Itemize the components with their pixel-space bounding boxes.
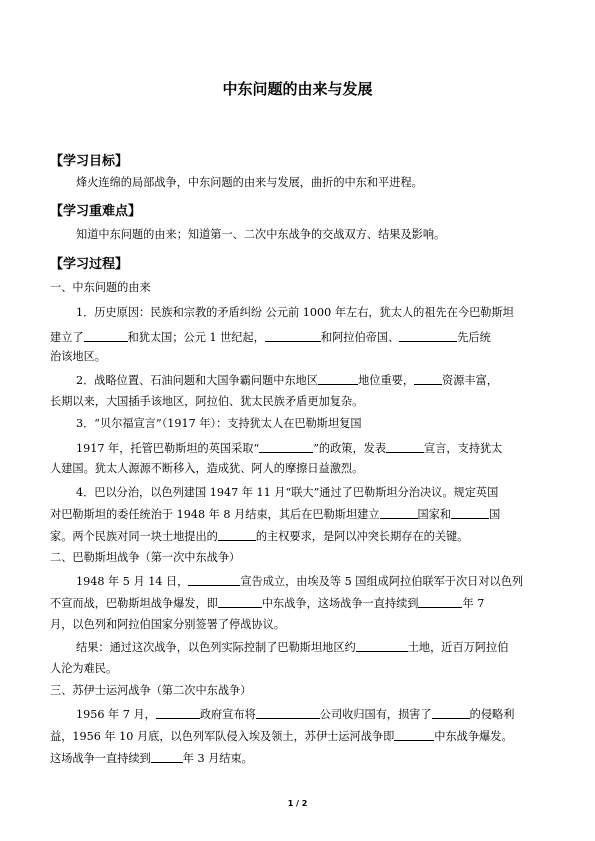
page-title: 中东问题的由来与发展: [222, 80, 373, 98]
s1-item1-line-b: 建立了 和犹太国；公元 1 世纪起， 和阿拉伯帝国、 先后统: [50, 331, 491, 344]
heading-objectives: 【学习目标】: [50, 154, 129, 169]
s1-item3-line-a: 3．“贝尔福宣言”（1917 年）：支持犹太人在巴勒斯坦复国: [76, 417, 362, 430]
section3-heading: 三、苏伊士运河战争（第二次中东战争）: [50, 684, 252, 697]
s1-item2-line-b: 长期以来，大国插手该地区，阿拉伯、犹太民族矛盾更加复杂。: [50, 395, 364, 408]
s1-item1-line-c: 治该地区。: [50, 350, 106, 363]
answer-blank[interactable]: [218, 596, 262, 608]
answer-blank[interactable]: [84, 330, 128, 342]
answer-blank[interactable]: [218, 529, 256, 541]
answer-blank[interactable]: [418, 596, 462, 608]
answer-blank[interactable]: [256, 707, 320, 719]
answer-blank[interactable]: [265, 330, 321, 342]
s2-line-a: 1948 年 5 月 14 日， 宣告成立，由埃及等 5 国组成阿拉伯联军于次日对以色列: [76, 575, 524, 588]
answer-blank[interactable]: [156, 707, 200, 719]
s1-item4-line-b: 对巴勒斯坦的委任统治于 1948 年 8 月结束，其后在巴勒斯坦建立 国家和 国: [50, 508, 501, 521]
s1-item2-line-a: 2．战略位置、石油问题和大国争霸问题中东地区 地位重要， 资源丰富，: [76, 374, 498, 387]
key-points-text: 知道中东问题的由来；知道第一、二次中东战争的交战双方、结果及影响。: [76, 228, 446, 241]
section1-heading: 一、中东问题的由来: [50, 281, 151, 294]
heading-key-points: 【学习重难点】: [50, 204, 142, 219]
answer-blank[interactable]: [259, 441, 313, 453]
s1-item1-line-a: 1．历史原因：民族和宗教的矛盾纠纷 公元前 1000 年左右，犹太人的祖先在今巴勒斯坦: [76, 306, 514, 319]
s1-item4-line-a: 4．巴以分治，以色列建国 1947 年 11 月“联大”通过了巴勒斯坦分治决议。规定英国: [76, 486, 499, 499]
answer-blank[interactable]: [386, 441, 424, 453]
s2-line-b: 不宣而战，巴勒斯坦战争爆发，即 中东战争，这场战争一直持续到 年 7: [50, 597, 485, 610]
answer-blank[interactable]: [394, 729, 434, 741]
objectives-text: 烽火连绵的局部战争，中东问题的由来与发展，曲折的中东和平进程。: [76, 176, 423, 189]
answer-blank[interactable]: [399, 330, 457, 342]
answer-blank[interactable]: [188, 574, 240, 586]
s3-line-a: 1956 年 7 月， 政府宣布将 公司收归国有，损害了 的侵略利: [76, 708, 515, 721]
s2-line-c: 月，以色列和阿拉伯国家分别签署了停战协议。: [50, 618, 285, 631]
s1-item3-line-c: 人建国。犹太人源源不断移入，造成犹、阿人的摩擦日益激烈。: [50, 462, 364, 475]
s1-item3-line-b: 1917 年，托管巴勒斯坦的英国采取“ ”的政策，发表 宣言，支持犹太: [76, 442, 503, 455]
s3-line-b: 益，1956 年 10 月底，以色列军队侵入埃及领土，苏伊士运河战争即 中东战争爆发。: [50, 730, 513, 743]
s2-result-line-b: 人沦为难民。: [50, 662, 118, 675]
page-number: 1 / 2: [287, 799, 308, 808]
answer-blank[interactable]: [356, 640, 408, 652]
answer-blank[interactable]: [432, 707, 470, 719]
answer-blank[interactable]: [318, 373, 358, 385]
heading-process: 【学习过程】: [50, 257, 129, 272]
answer-blank[interactable]: [380, 507, 418, 519]
s1-item4-line-c: 家。两个民族对同一块土地提出的 的主权要求，是阿以冲突长期存在的关键。: [50, 530, 469, 543]
answer-blank[interactable]: [151, 751, 183, 763]
answer-blank[interactable]: [451, 507, 489, 519]
s3-line-c: 这场战争一直持续到 年 3 月结束。: [50, 752, 253, 765]
answer-blank[interactable]: [414, 373, 442, 385]
section2-heading: 二、巴勒斯坦战争（第一次中东战争）: [50, 551, 241, 564]
s2-result-line-a: 结果：通过这次战争，以色列实际控制了巴勒斯坦地区约 土地，近百万阿拉伯: [76, 641, 509, 654]
